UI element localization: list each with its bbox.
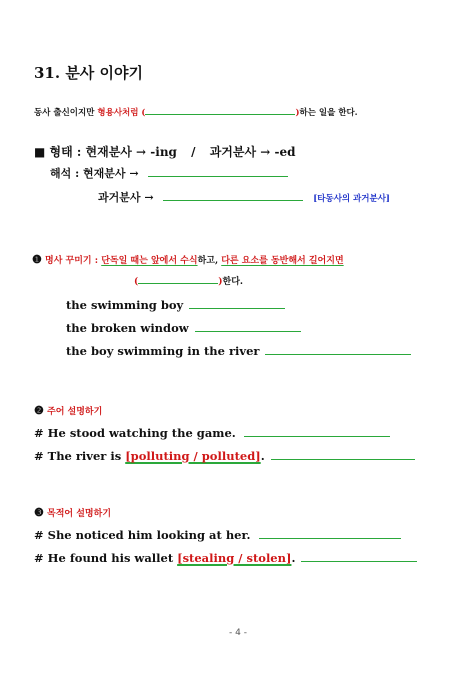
section2-heading-line — [34, 404, 102, 417]
example-1-text: the swimming boy — [66, 298, 184, 312]
meaning-present: 현재분사 → — [82, 167, 139, 180]
form-label: 형태 : — [49, 145, 86, 159]
section3-q1-text: # She noticed him looking at her. — [34, 528, 251, 542]
meaning-note: [타동사의 과거분사] — [313, 194, 390, 204]
intro-red: 형용사처럼 ( — [97, 108, 146, 118]
meaning-label: 해석 : — [50, 167, 83, 180]
section2-question-2 — [34, 449, 415, 463]
section1-heading-line — [32, 253, 344, 266]
meaning-past: 과거분사 → — [98, 191, 154, 204]
section2-q1-blank — [244, 434, 390, 437]
section1-close: ) — [218, 277, 223, 287]
intro-line — [34, 106, 358, 118]
section1-mid: 하고, — [197, 256, 222, 266]
intro-blank — [145, 112, 295, 115]
form-present: 현재분사 → -ing — [85, 145, 177, 159]
section3-question-2 — [34, 551, 417, 565]
section3-q2-blank — [301, 559, 417, 562]
section3-heading: 목적어 설명하기 — [47, 509, 112, 519]
section3-q2-pre: # He found his wallet — [34, 551, 178, 565]
form-past: 과거분사 → -ed — [209, 145, 296, 159]
example-1 — [66, 298, 285, 312]
section2-q2-pre: # The river is — [34, 449, 126, 463]
section1-marker: ❶ — [32, 253, 42, 266]
section3-q2-choice: [stealing / stolen] — [177, 551, 292, 565]
page-title: 31. 분사 이야기 — [34, 64, 143, 82]
intro-post: 하는 일을 한다. — [299, 108, 358, 118]
form-slash: / — [191, 145, 196, 159]
section3-heading-line — [34, 506, 111, 519]
section3-q2-post: . — [291, 551, 296, 565]
meaning-line-past — [98, 189, 390, 205]
section2-marker: ❷ — [34, 404, 44, 417]
section3-question-1 — [34, 528, 401, 542]
section1-line2 — [134, 274, 243, 287]
section2-q1-text: # He stood watching the game. — [34, 426, 236, 440]
example-3-blank — [265, 352, 411, 355]
section1-part2: 다른 요소를 동반해서 길어지면 — [221, 256, 344, 266]
intro-pre: 동사 출신이지만 — [34, 108, 98, 118]
example-2 — [66, 321, 301, 335]
section2-question-1 — [34, 426, 390, 440]
page-number: - 4 - — [229, 628, 247, 638]
square-bullet-icon: ■ — [34, 145, 46, 159]
section1-blank — [138, 281, 218, 284]
section2-heading: 주어 설명하기 — [47, 407, 103, 417]
meaning-line-present — [50, 165, 288, 181]
example-2-blank — [195, 329, 301, 332]
example-3 — [66, 344, 411, 358]
section2-q2-blank — [271, 457, 415, 460]
section1-part1: 단독일 때는 앞에서 수식 — [101, 256, 198, 266]
section3-q1-blank — [259, 536, 401, 539]
meaning-present-blank — [148, 174, 288, 177]
example-3-text: the boy swimming in the river — [66, 344, 260, 358]
section1-post: 한다. — [222, 277, 244, 287]
section2-q2-post: . — [260, 449, 265, 463]
meaning-past-blank — [163, 198, 303, 201]
section1-heading: 명사 꾸미기 : — [45, 256, 102, 266]
section3-marker: ❸ — [34, 506, 44, 519]
section1-open: ( — [134, 277, 139, 287]
example-2-text: the broken window — [66, 321, 189, 335]
example-1-blank — [189, 306, 285, 309]
section2-q2-choice: [polluting / polluted] — [125, 449, 261, 463]
intro-close: ) — [295, 108, 300, 118]
form-line — [34, 143, 296, 160]
